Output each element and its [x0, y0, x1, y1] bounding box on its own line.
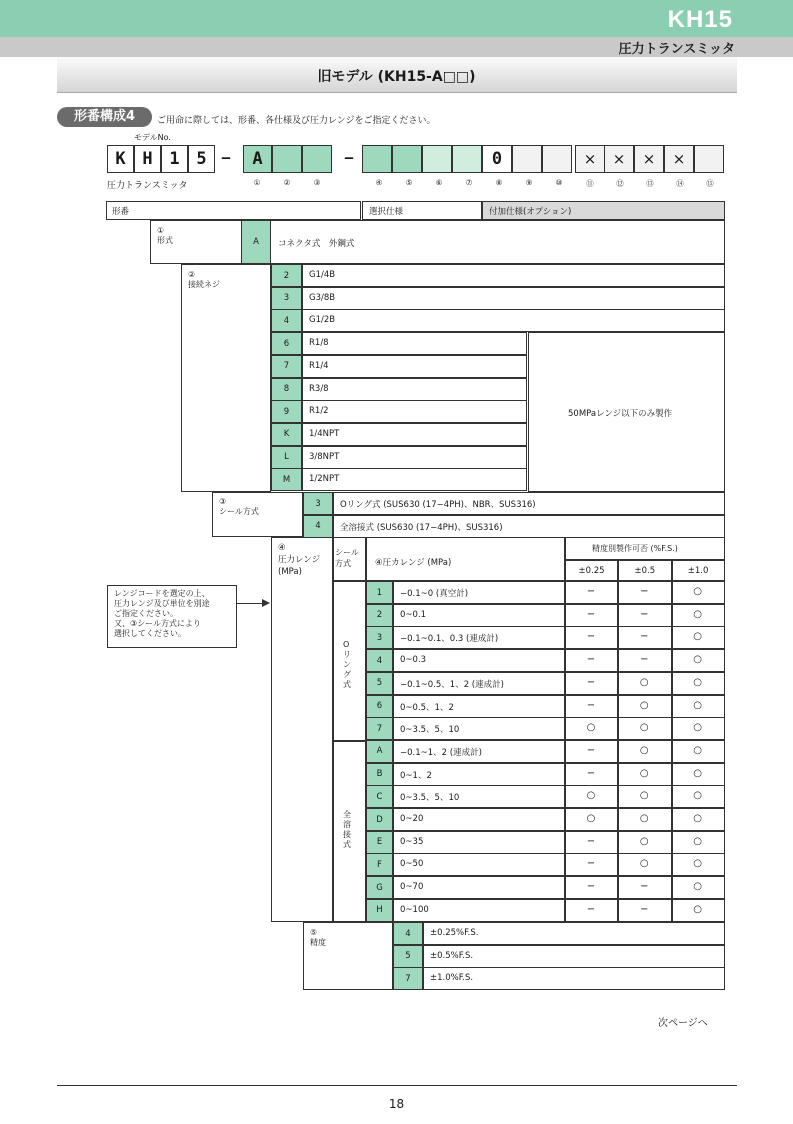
f4-acc-mark: ○	[693, 676, 702, 688]
f4-acc-mark: −	[640, 654, 649, 666]
f4-code: 6	[366, 695, 393, 718]
position-number: ②	[283, 178, 291, 187]
f5-desc: ±1.0%F.S.	[430, 973, 474, 984]
model-slot-6	[422, 145, 452, 173]
f2-desc: R1/2	[309, 406, 329, 417]
f4-code: 3	[366, 626, 393, 649]
f4-code: F	[366, 853, 393, 876]
f2-desc: G1/4B	[309, 270, 336, 280]
f2-code: 8	[271, 378, 302, 401]
model-letter: 1	[161, 145, 188, 173]
f4-acc-mark: −	[586, 654, 596, 666]
weld-label: 全溶接式	[343, 810, 351, 849]
f4-range: 0~3.5、5、10	[400, 725, 460, 736]
product-name: KH15	[667, 6, 733, 33]
f4-code: E	[366, 831, 393, 854]
f2-code: 6	[271, 332, 302, 355]
f5-desc: ±0.5%F.S.	[430, 950, 474, 961]
f4-acc-mark: ○	[693, 813, 702, 824]
f2-desc: 1/4NPT	[309, 428, 340, 439]
f4-code: 2	[366, 604, 393, 627]
f4-range: −0.1~0.5、1、2 (連成計)	[400, 679, 504, 690]
f2-row	[302, 287, 725, 310]
f5-code: 4	[393, 922, 423, 945]
f4-acc-col-label: ±0.5	[634, 566, 656, 576]
model-dash: —	[344, 150, 354, 166]
model-letter: H	[134, 145, 161, 173]
f4-range: −0.1~0 (真空計)	[400, 589, 469, 599]
f2-desc: G1/2B	[309, 315, 336, 326]
f4-range: 0~0.3	[400, 655, 427, 666]
f4-acc-mark: −	[586, 767, 596, 779]
f2-note: 50MPaレンジ以下のみ製作	[568, 409, 673, 419]
f3-label: ③ シール方式	[219, 497, 259, 516]
page-title: 旧モデル (KH15-A□□)	[317, 69, 476, 85]
f2-row	[302, 332, 527, 355]
f4-acc-mark: −	[586, 586, 596, 597]
f4-acc-mark: −	[586, 699, 596, 711]
f4-label: ④ 圧力レンジ (MPa)	[278, 543, 321, 577]
f2-desc: 1/2NPT	[309, 474, 340, 485]
select-label: 選択仕様	[369, 207, 404, 217]
model-slot-10	[542, 145, 572, 173]
model-slot-4	[362, 145, 392, 173]
f2-desc: R3/8	[309, 383, 329, 394]
f4-range: 0~1、2	[400, 770, 432, 781]
model-option-x: ×	[664, 145, 694, 173]
f4-acc-mark: −	[640, 608, 649, 620]
f4-code: 4	[366, 649, 393, 672]
f4-acc-mark: ○	[693, 654, 702, 666]
model-dash: —	[221, 150, 231, 166]
intro-text: ご用命に際しては、形番、各仕様及び圧力レンジをご指定ください。	[157, 116, 436, 126]
f4-range: 0~50	[400, 859, 424, 870]
f4-acc-mark: ○	[693, 722, 702, 734]
f2-desc: G3/8B	[309, 292, 336, 303]
range-note: レンジコードを選定の上、 圧力レンジ及び単位を別途 ご指定ください。 又、③シール方式により 選択してください。	[107, 585, 237, 648]
model-slot-9	[512, 145, 542, 173]
f3-code: 3	[303, 492, 333, 515]
f4-range: 0~70	[400, 882, 424, 893]
model-letter: 5	[188, 145, 215, 173]
f4-acc-mark: ○	[693, 790, 702, 802]
f4-bracket	[271, 537, 333, 922]
f2-row	[302, 355, 527, 378]
position-number: ⑦	[465, 178, 473, 187]
f4-acc-mark: ○	[693, 586, 702, 597]
f4-acc-mark: −	[586, 881, 596, 893]
f4-code: D	[366, 808, 393, 831]
f4-acc-mark: ○	[586, 813, 596, 824]
f3-code: 4	[303, 515, 333, 538]
f5-code: 7	[393, 967, 423, 990]
f1-code: A	[241, 220, 271, 264]
position-number: ⑨	[525, 178, 533, 187]
f4-acc-mark: ○	[639, 790, 649, 802]
position-number: ⑪	[586, 179, 594, 188]
f2-row	[302, 309, 725, 332]
f4-acc-hdr-text: 精度別製作可否 (%F.S.)	[592, 544, 678, 553]
f4-acc-mark: −	[586, 608, 596, 620]
f4-acc-mark: ○	[693, 699, 702, 711]
model-slot-15	[694, 145, 724, 173]
f3-desc: 全溶接式 (SUS630 (17−4PH)、SUS316)	[340, 522, 503, 533]
f5-label: ⑤ 精度	[310, 928, 326, 947]
f4-acc-mark: −	[586, 676, 596, 688]
f2-code: 3	[271, 287, 302, 310]
f4-acc-mark: ○	[639, 767, 649, 779]
f2-bracket	[181, 264, 271, 492]
f4-range: 0~3.5、5、10	[400, 793, 460, 804]
f4-range: 0~0.5、1、2	[400, 702, 454, 713]
f4-range: −0.1~0.1、0.3 (連成計)	[400, 634, 499, 645]
f4-acc-mark: −	[586, 631, 596, 643]
f4-range: 0~20	[400, 814, 424, 824]
f4-acc-mark: ○	[639, 744, 649, 756]
f4-acc-mark: −	[586, 858, 596, 870]
f4-acc-mark: ○	[639, 835, 649, 847]
f2-row	[302, 400, 527, 423]
model-option-x: ×	[575, 145, 605, 173]
f4-acc-mark: ○	[639, 722, 649, 734]
model-code-a: A	[243, 145, 272, 173]
position-number: ⑥	[435, 178, 443, 187]
position-number: ⑧	[495, 178, 503, 187]
f4-acc-mark: −	[640, 586, 649, 597]
f2-row	[302, 378, 527, 401]
f4-acc-mark: ○	[639, 699, 649, 711]
f1-label: ① 形式	[157, 226, 173, 245]
f2-row	[302, 264, 725, 287]
f4-acc-mark: −	[586, 835, 596, 847]
f2-code: K	[271, 423, 302, 446]
product-name-label: 圧力トランスミッタ	[107, 181, 188, 191]
f4-seal-hdr-text: シール 方式	[335, 548, 359, 568]
f4-acc-mark: −	[640, 881, 649, 893]
f1-desc: コネクタ式 外鋼式	[278, 239, 355, 249]
f2-desc: R1/4	[309, 360, 329, 371]
f4-code: 1	[366, 581, 393, 604]
model-option-x: ×	[634, 145, 664, 173]
page-number: 18	[388, 1097, 405, 1111]
f4-code: C	[366, 785, 393, 808]
model-option-x: ×	[604, 145, 634, 173]
katabann-label: 形番	[112, 207, 130, 217]
f4-code: 7	[366, 717, 393, 740]
model-slot-3	[302, 145, 332, 173]
f4-acc-mark: ○	[639, 676, 649, 688]
f4-range: 0~0.1	[400, 609, 427, 620]
f2-code: M	[271, 468, 302, 491]
f4-acc-mark: ○	[693, 903, 702, 915]
f4-code: A	[366, 740, 393, 763]
f4-acc-mark: −	[586, 903, 596, 915]
f3-desc: Oリング式 (SUS630 (17−4PH)、NBR、SUS316)	[340, 500, 536, 510]
arrow-icon	[262, 599, 270, 607]
position-number: ⑤	[405, 178, 413, 187]
f4-code: 5	[366, 672, 393, 695]
oring-label: Oリング式	[343, 640, 351, 689]
f4-acc-mark: −	[586, 744, 596, 756]
f4-code: B	[366, 763, 393, 786]
f4-acc-mark: ○	[586, 722, 596, 734]
model-letter: K	[107, 145, 134, 173]
f4-range: 0~100	[400, 904, 429, 915]
f4-acc-mark: ○	[693, 631, 702, 643]
model-slot-2	[272, 145, 302, 173]
f4-acc-mark: ○	[639, 858, 649, 870]
f4-acc-mark: ○	[693, 608, 702, 620]
f5-desc: ±0.25%F.S.	[430, 928, 479, 938]
katabann-cell	[106, 201, 361, 220]
f2-code: 7	[271, 355, 302, 378]
position-number: ①	[253, 178, 261, 187]
f4-code: G	[366, 876, 393, 899]
f2-desc: R1/8	[309, 338, 329, 349]
position-number: ⑮	[706, 179, 714, 188]
f4-acc-col-label: ±1.0	[687, 566, 709, 576]
product-subtitle: 圧力トランスミッタ	[618, 42, 735, 57]
f4-range: −0.1~1、2 (連成計)	[400, 747, 482, 758]
model-slot-5	[392, 145, 422, 173]
section-badge: 形番構成4	[57, 107, 152, 127]
position-number: ⑭	[676, 179, 684, 188]
f4-acc-mark: −	[640, 631, 649, 643]
f4-range: 0~35	[400, 836, 424, 847]
f1-row	[150, 220, 725, 264]
f4-acc-mark: ○	[693, 767, 702, 779]
f4-acc-mark: ○	[693, 744, 702, 756]
footer-rule	[57, 1085, 737, 1086]
f4-acc-col-label: ±0.25	[578, 566, 605, 576]
position-number: ③	[313, 178, 321, 187]
f4-code: H	[366, 899, 393, 922]
f4-acc-mark: ○	[639, 813, 649, 824]
f4-acc-mark: ○	[693, 881, 702, 893]
f2-label: ② 接続ネジ	[188, 270, 220, 289]
position-number: ⑫	[616, 179, 624, 188]
f4-acc-mark: ○	[693, 835, 702, 847]
option-label: 付加仕様(オプション)	[489, 207, 572, 217]
f4-acc-mark: −	[640, 903, 649, 915]
position-number: ⑩	[555, 178, 563, 187]
f4-range-hdr-text: ④圧カレンジ (MPa)	[375, 558, 452, 568]
f2-desc: 3/8NPT	[309, 451, 340, 462]
f4-acc-mark: ○	[693, 858, 702, 870]
f5-code: 5	[393, 945, 423, 968]
model-slot-7	[452, 145, 482, 173]
f2-code: 4	[271, 309, 302, 332]
f2-code: 9	[271, 400, 302, 423]
next-page-text: 次ページへ	[658, 1018, 708, 1029]
position-number: ⑬	[646, 179, 654, 188]
model-no-label: モデルNo.	[134, 133, 171, 142]
f4-acc-mark: ○	[586, 790, 596, 802]
position-number: ④	[375, 178, 383, 187]
f2-code: L	[271, 446, 302, 469]
f2-code: 2	[271, 264, 302, 287]
model-code-zero: 0	[482, 145, 512, 173]
